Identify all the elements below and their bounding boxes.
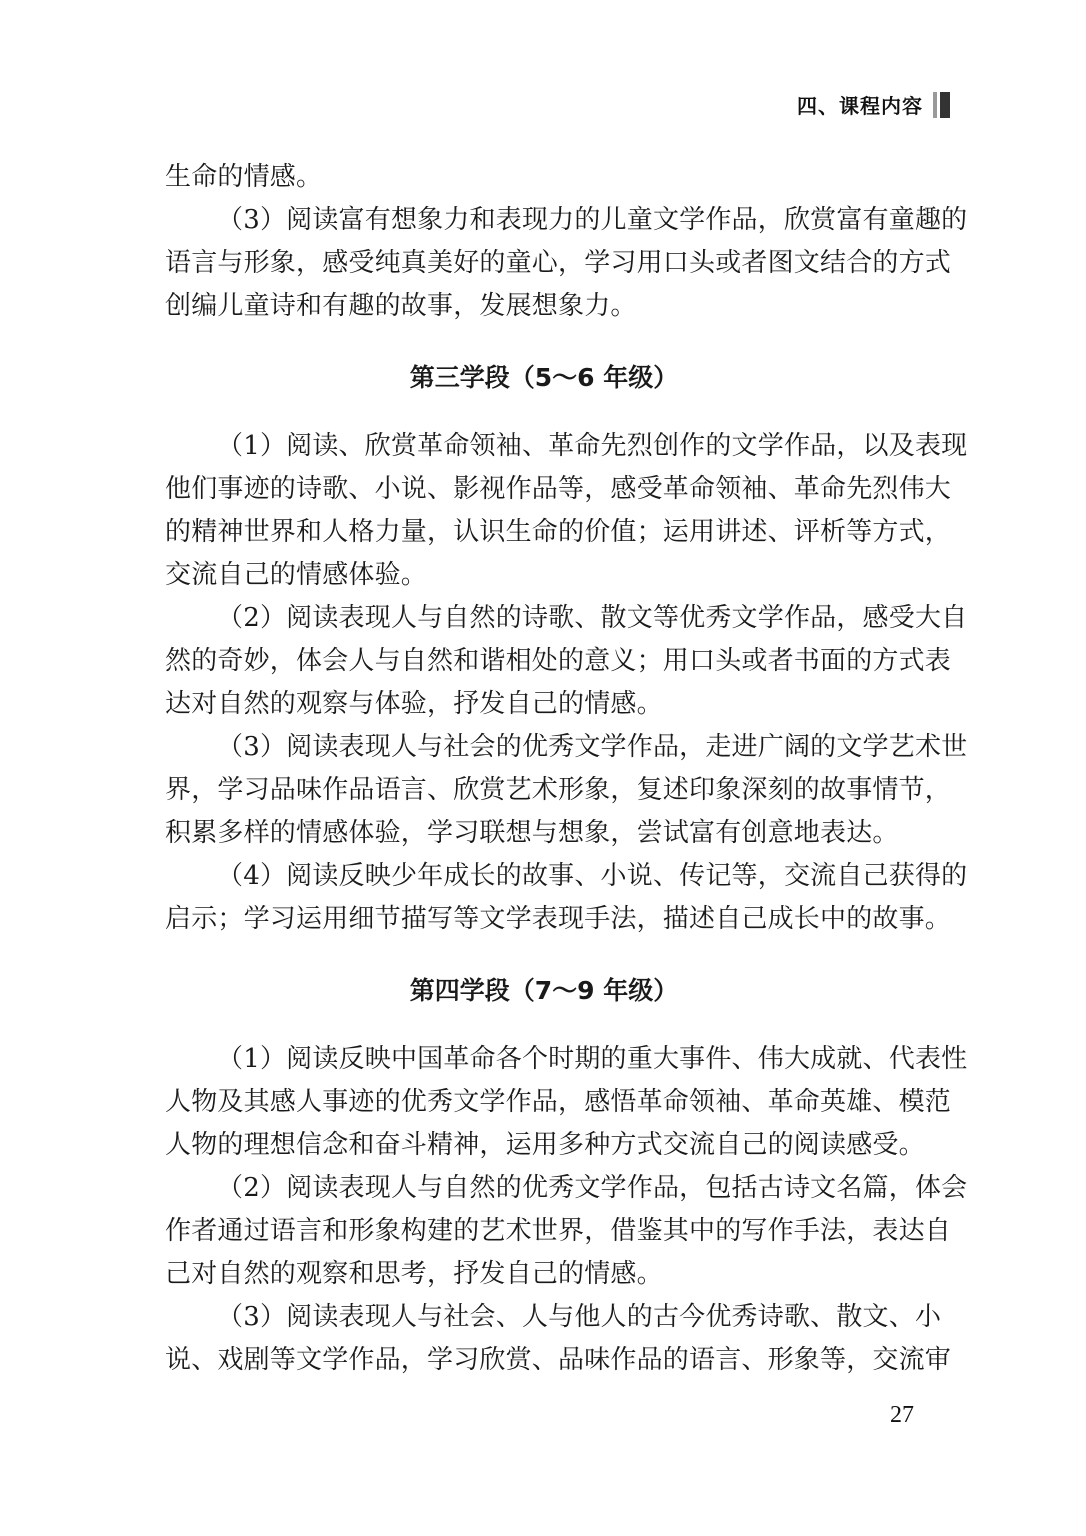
text-line: （1）阅读、欣赏革命领袖、革命先烈创作的文学作品，以及表现 xyxy=(217,431,968,461)
text-line: 人物的理想信念和奋斗精神，运用多种方式交流自己的阅读感受。 xyxy=(165,1130,925,1160)
text-line: 语言与形象，感受纯真美好的童心，学习用口头或者图文结合的方式 xyxy=(165,248,952,278)
header-bar-mark-icon xyxy=(933,92,950,118)
text-line: （3）阅读富有想象力和表现力的儿童文学作品，欣赏富有童趣的 xyxy=(217,205,968,235)
running-header xyxy=(797,90,950,119)
text-line: 然的奇妙，体会人与自然和谐相处的意义；用口头或者书面的方式表 xyxy=(165,646,952,676)
paragraph-stage4-item2 xyxy=(165,1167,968,1296)
text-line: 达对自然的观察与体验，抒发自己的情感。 xyxy=(165,689,663,719)
text-line: 己对自然的观察和思考，抒发自己的情感。 xyxy=(165,1259,663,1289)
paragraph-stage3-item2 xyxy=(165,597,968,726)
text-line: 的精神世界和人格力量，认识生命的价值；运用讲述、评析等方式， xyxy=(165,517,952,547)
text-line: （2）阅读表现人与自然的优秀文学作品，包括古诗文名篇，体会 xyxy=(217,1173,968,1203)
stage3-heading: 第三学段（5～6 年级） xyxy=(409,363,679,392)
paragraph-stage2-item3 xyxy=(165,199,968,328)
paragraph-stage3-item1 xyxy=(165,425,968,597)
text-line: （1）阅读反映中国革命各个时期的重大事件、伟大成就、代表性 xyxy=(217,1044,968,1074)
text-line: （2）阅读表现人与自然的诗歌、散文等优秀文学作品，感受大自 xyxy=(217,603,968,633)
section-title: 四、课程内容 xyxy=(797,94,923,118)
text-line: （3）阅读表现人与社会的优秀文学作品，走进广阔的文学艺术世 xyxy=(217,732,968,762)
text-line: 创编儿童诗和有趣的故事，发展想象力。 xyxy=(165,291,637,321)
paragraph-stage3-item4 xyxy=(165,855,968,941)
text-line: 交流自己的情感体验。 xyxy=(165,560,428,590)
text-line: 启示；学习运用细节描写等文学表现手法，描述自己成长中的故事。 xyxy=(165,904,952,934)
text-line: 人物及其感人事迹的优秀文学作品，感悟革命领袖、革命英雄、模范 xyxy=(165,1087,952,1117)
text-line: 积累多样的情感体验，学习联想与想象，尝试富有创意地表达。 xyxy=(165,818,899,848)
text-line: 作者通过语言和形象构建的艺术世界，借鉴其中的写作手法，表达自 xyxy=(165,1216,952,1246)
body-text xyxy=(165,156,968,1382)
paragraph-tail: 生命的情感。 xyxy=(165,162,323,192)
text-line: 他们事迹的诗歌、小说、影视作品等，感受革命领袖、革命先烈伟大 xyxy=(165,474,952,504)
paragraph-stage3-item3 xyxy=(165,726,968,855)
page-number: 27 xyxy=(890,1402,914,1428)
text-line: （4）阅读反映少年成长的故事、小说、传记等，交流自己获得的 xyxy=(217,861,968,891)
paragraph-stage4-item1 xyxy=(165,1038,968,1167)
text-line: 界，学习品味作品语言、欣赏艺术形象，复述印象深刻的故事情节， xyxy=(165,775,952,805)
text-line: 说、戏剧等文学作品，学习欣赏、品味作品的语言、形象等，交流审 xyxy=(165,1345,952,1375)
text-line: （3）阅读表现人与社会、人与他人的古今优秀诗歌、散文、小 xyxy=(217,1302,942,1332)
stage4-heading: 第四学段（7～9 年级） xyxy=(409,976,679,1005)
paragraph-stage4-item3 xyxy=(165,1296,952,1382)
